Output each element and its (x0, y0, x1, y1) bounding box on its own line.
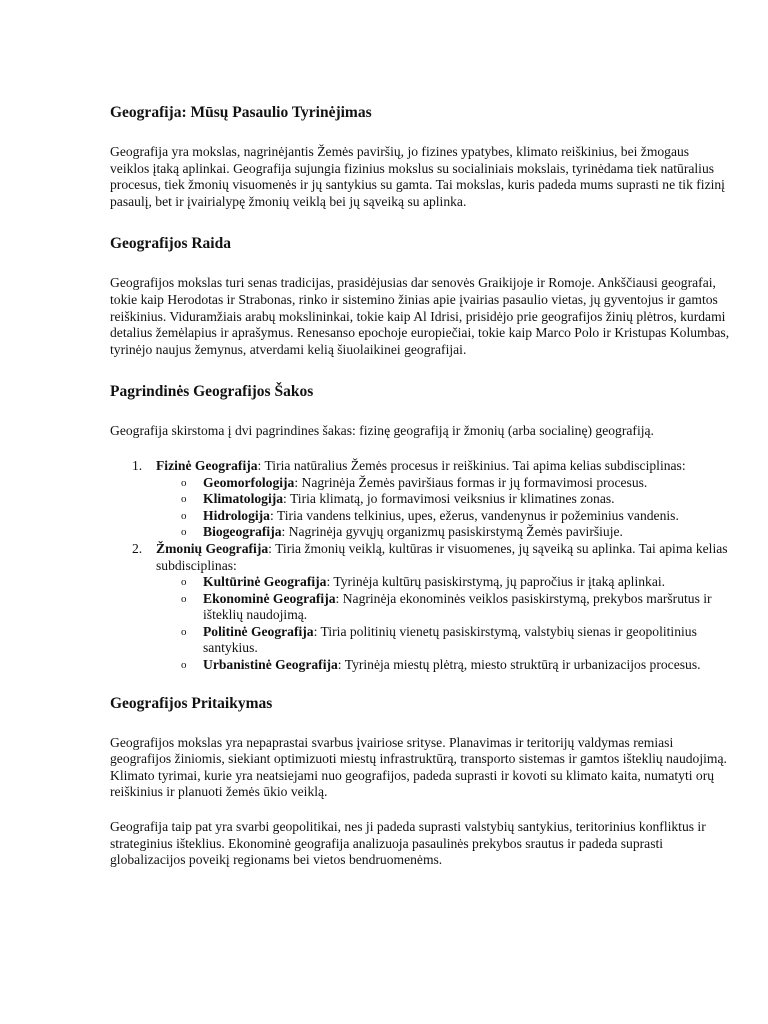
document-title: Geografija: Mūsų Pasaulio Tyrinėjimas (110, 104, 372, 121)
section-heading-pritaikymas: Geografijos Pritaikymas (110, 694, 273, 712)
sub-list-item (110, 624, 730, 657)
branch-desc: : Tiria natūralius Žemės procesus ir reiškinius. Tai apima kelias subdisciplinas: (257, 457, 686, 473)
bullet-icon: o (181, 509, 187, 522)
branch-term: Fizinė Geografija (156, 457, 258, 473)
bullet-icon: o (181, 592, 187, 605)
sub-term: Urbanistinė Geografija (203, 657, 338, 673)
bullet-icon: o (181, 576, 187, 589)
sub-desc: : Nagrinėja gyvųjų organizmų pasiskirstymą Žemės paviršiuje. (281, 524, 623, 540)
sub-list (110, 574, 730, 674)
sub-term: Kultūrinė Geografija (203, 574, 327, 590)
bullet-icon: o (181, 476, 187, 489)
list-item (110, 458, 730, 541)
list-item (110, 541, 730, 674)
sub-list (110, 475, 730, 541)
pritaikymas-paragraph-2: Geografija taip pat yra svarbi geopolitikai, nes ji padeda suprasti valstybių santykius, teritorinius konfliktus ir strateginius išteklius. Ekonominė geografija analizuoja pasaulinės prekybos srautus ir padeda suprasti globalizacijos poveikį regionams bei vietos bendruomenėms. (110, 819, 706, 868)
raida-paragraph: Geografijos mokslas turi senas tradicijas, prasidėjusias dar senovės Graikijoje ir Romoje. Ankščiausi geografai, tokie kaip Herodotas ir Strabonas, rinko ir sistemino žinias apie įvairias pasaulio vietas, jų gyventojus ir gamtos reiškinius. Viduramžiais arabų mokslininkai, tokie kaip Al Idrisi, prisidėjo prie geografijos žinių plėtros, kurdami detalius žemėlapius ir aprašymus. Renesanso epochoje europiečiai, tokie kaip Marco Polo ir Kristupas Kolumbas, tyrinėjo naujus žemynus, atverdami kelią šiuolaikinei geografijai. (110, 275, 730, 357)
sub-term: Biogeografija (203, 524, 282, 540)
branch-term: Žmonių Geografija (156, 540, 269, 556)
sub-list-item (110, 508, 730, 525)
intro-paragraph: Geografija yra mokslas, nagrinėjantis Žemės paviršių, jo fizines ypatybes, klimato reiškinius, bei žmogaus veiklos įtaką aplinkai. Geografija sujungia fizinius mokslus su socialiniais mokslais, tyrinėdama tiek natūralius procesus, tiek žmonių visuomenės ir jų santykius su gamta. Tai mokslas, kuris padeda mums suprasti ne tik fizinį pasaulį, bet ir įvairialypę žmonių veiklą bei jų sąveiką su aplinka. (110, 144, 725, 209)
sub-list-item (110, 475, 730, 492)
sub-term: Politinė Geografija (203, 623, 314, 639)
sub-desc: : Nagrinėja Žemės paviršiaus formas ir jų formavimosi procesus. (294, 474, 648, 490)
sub-list-item (110, 524, 730, 541)
sub-desc: : Tyrinėja miestų plėtrą, miesto struktūrą ir urbanizacijos procesus. (337, 657, 701, 673)
bullet-icon: o (181, 659, 187, 672)
sub-list-item (110, 574, 730, 591)
sakos-paragraph: Geografija skirstoma į dvi pagrindines šakas: fizinę geografiją ir žmonių (arba socialinę) geografiją. (110, 423, 654, 439)
document-body (110, 103, 730, 887)
sub-list-item (110, 591, 730, 624)
sub-desc: : Tiria politinių vienetų pasiskirstymą, valstybių sienas ir geopolitinius santykius. (203, 623, 697, 656)
sub-list-item (110, 657, 730, 674)
sub-term: Klimatologija (203, 491, 284, 507)
sub-term: Hidrologija (203, 507, 270, 523)
section-heading-sakos: Pagrindinės Geografijos Šakos (110, 383, 314, 401)
list-number: 2. (132, 540, 143, 556)
sub-desc: : Nagrinėja ekonominės veiklos pasiskirstymą, prekybos maršrutus ir išteklių naudojimą. (203, 590, 712, 623)
bullet-icon: o (181, 526, 187, 539)
branch-desc: : Tiria žmonių veiklą, kultūras ir visuomenes, jų sąveiką su aplinka. Tai apima kelias subdisciplinas: (156, 540, 728, 573)
sub-list-item (110, 491, 730, 508)
list-number: 1. (132, 457, 143, 473)
sub-term: Ekonominė Geografija (203, 590, 336, 606)
bullet-icon: o (181, 625, 187, 638)
pritaikymas-paragraph-1: Geografijos mokslas yra nepaprastai svarbus įvairiose srityse. Planavimas ir teritorijų valdymas remiasi geografijos žiniomis, siekiant optimizuoti miestų infrastruktūrą, transporto sistemas ir gamtos išteklių naudojimą. Klimato tyrimai, kurie yra neatsiejami nuo geografijos, padeda suprasti ir kovoti su klimato kaita, numatyti orų reiškinius ir planuoti žemės ūkio veiklą. (110, 734, 727, 800)
sub-desc: : Tyrinėja kultūrų pasiskirstymą, jų papročius ir įtaką aplinkai. (326, 574, 666, 590)
sub-desc: : Tiria vandens telkinius, upes, ežerus, vandenynus ir požeminius vandenis. (269, 507, 679, 523)
branches-list (110, 458, 730, 674)
sub-desc: : Tiria klimatą, jo formavimosi veiksnius ir klimatines zonas. (283, 491, 615, 507)
sub-term: Geomorfologija (203, 474, 295, 490)
section-heading-raida: Geografijos Raida (110, 235, 231, 253)
bullet-icon: o (181, 493, 187, 506)
